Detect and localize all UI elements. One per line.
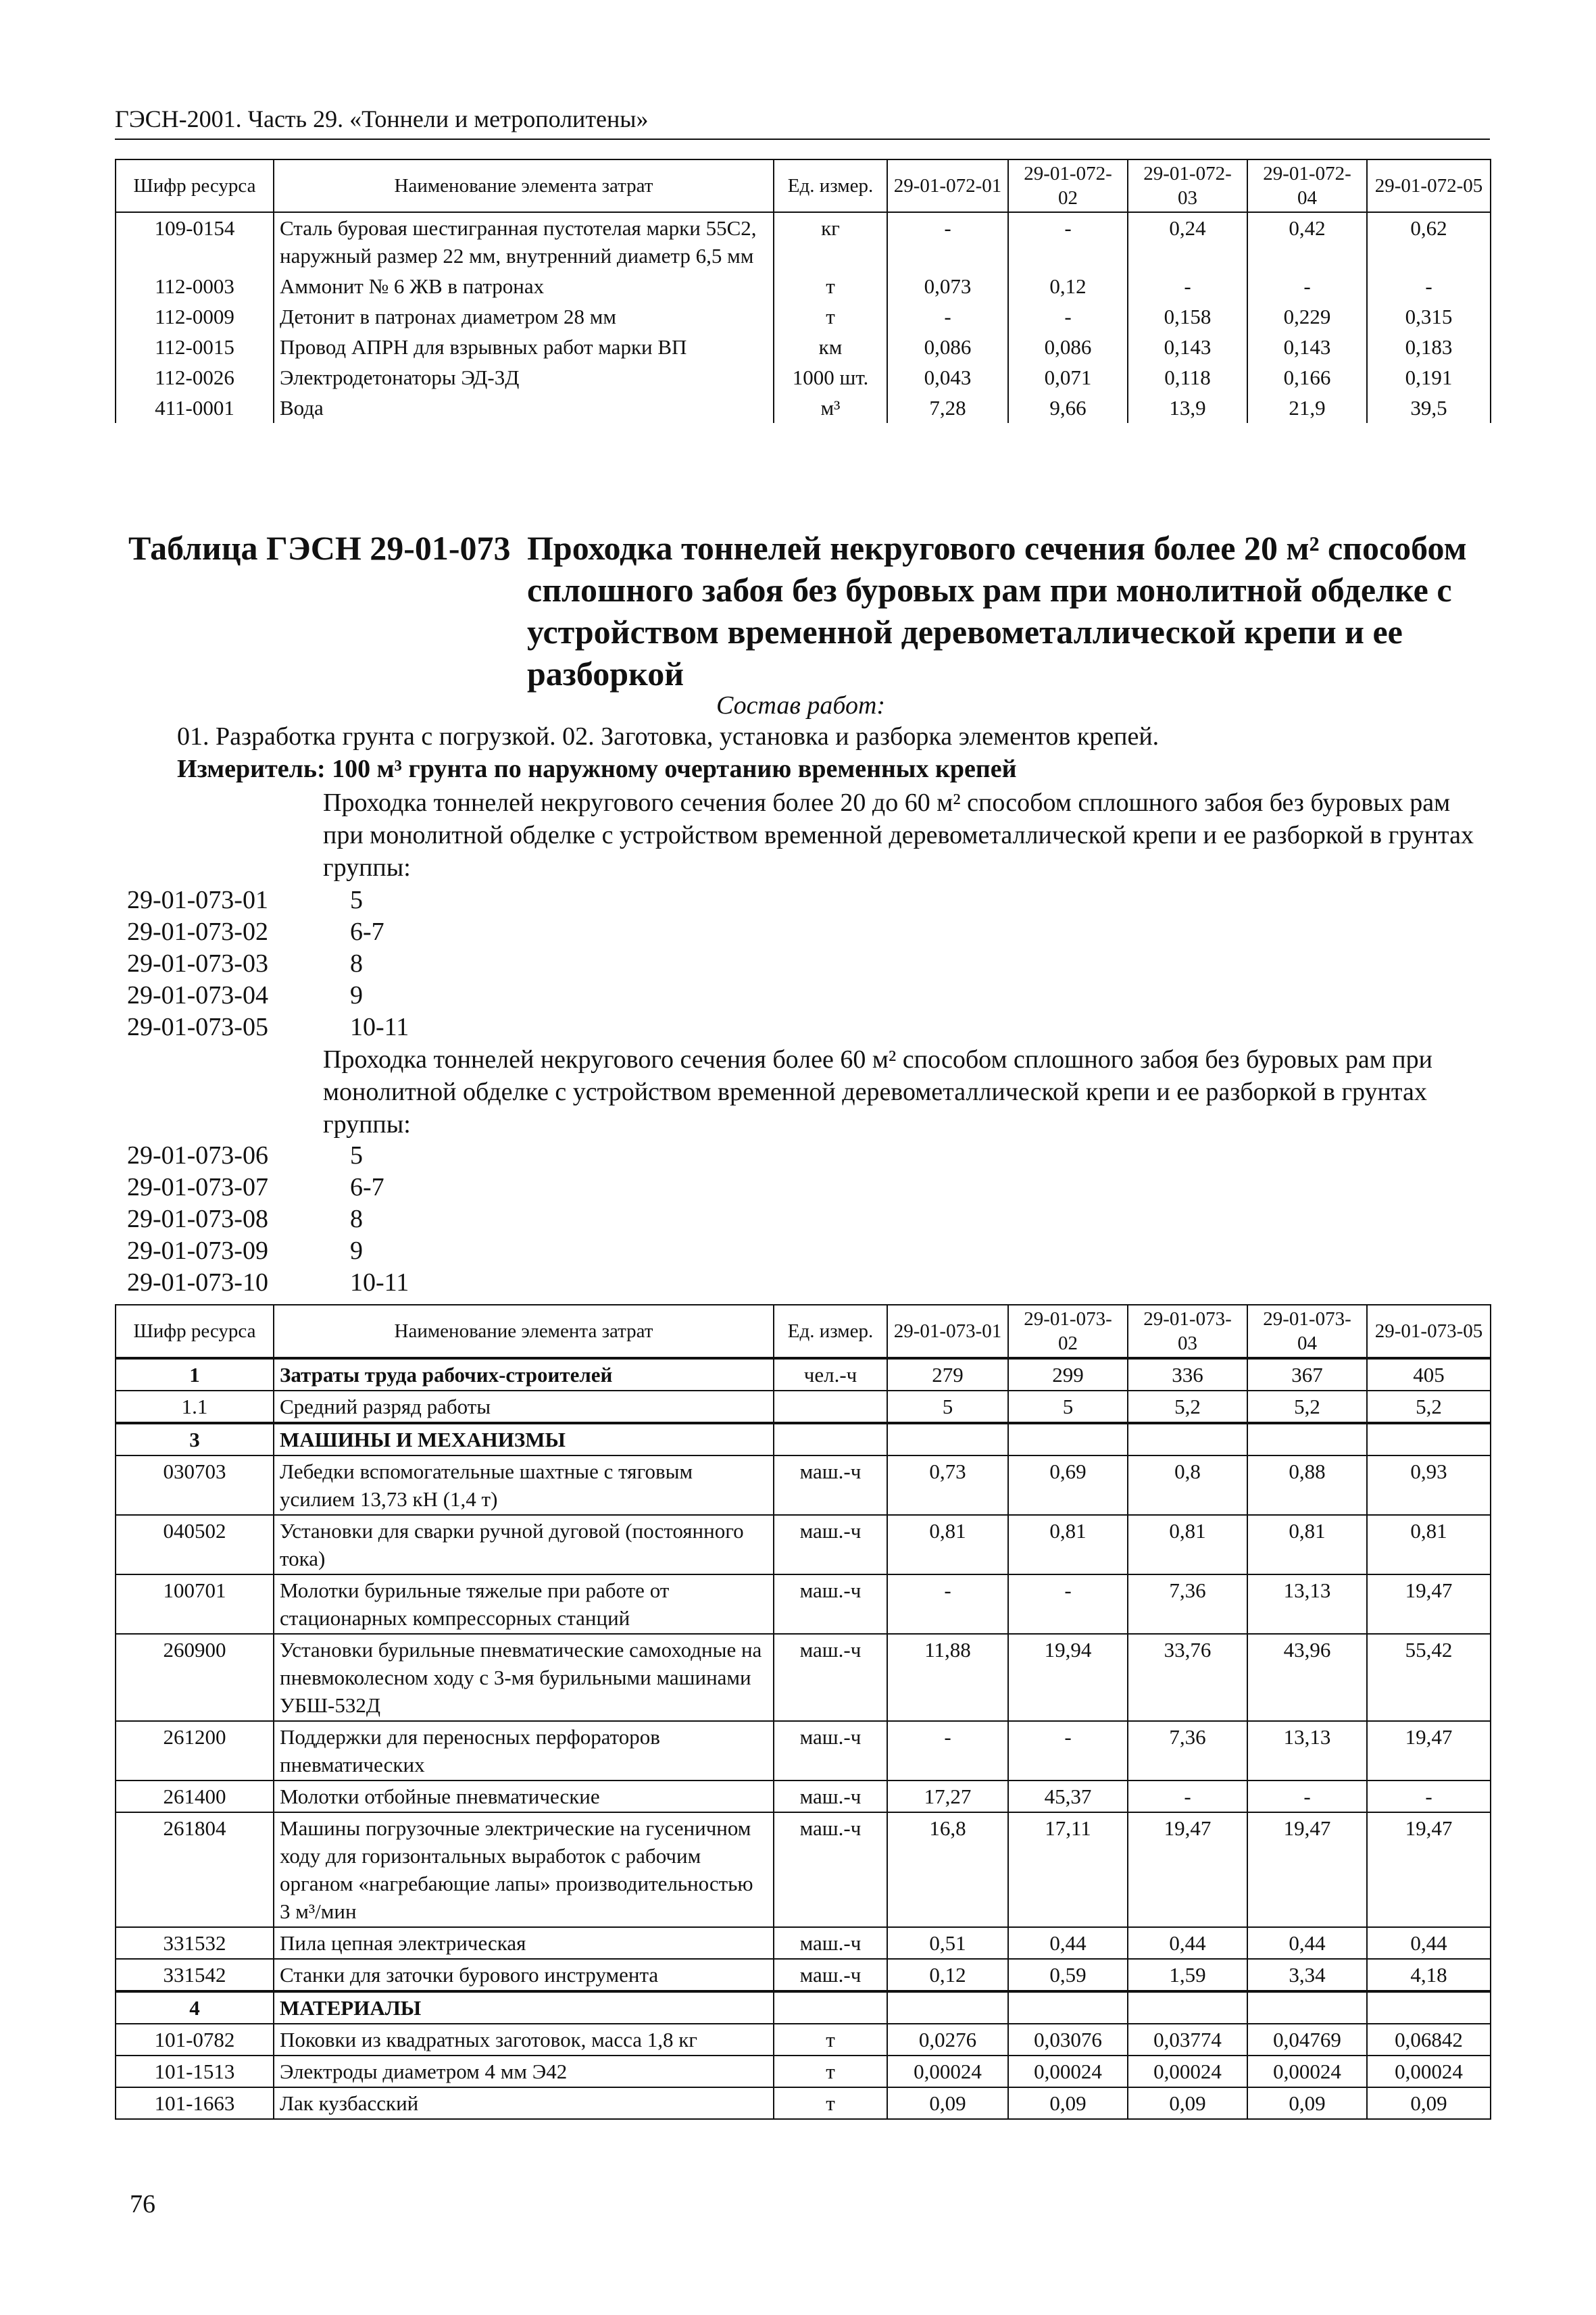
value-cell: 336 <box>1128 1358 1247 1391</box>
table-row <box>116 2024 1491 2056</box>
cost-element-name-cell: Машины погрузочные электрические на гусеничном ходу для горизонтальных выработок с рабочим органом «нагребающие лапы» производительностью 3 м³/мин <box>274 1812 774 1927</box>
table-row <box>116 1721 1491 1781</box>
value-cell: - <box>1128 271 1247 301</box>
resource-code-cell: 101-0782 <box>116 2024 274 2056</box>
table-row <box>116 1959 1491 1991</box>
cost-element-name-cell: Поковки из квадратных заготовок, масса 1,8 кг <box>274 2024 774 2056</box>
value-cell: 7,36 <box>1128 1574 1247 1634</box>
unit-cell: маш.-ч <box>774 1781 887 1812</box>
value-cell: 0,59 <box>1008 1959 1128 1991</box>
value-cell: 19,47 <box>1367 1721 1491 1781</box>
table-row <box>116 1991 1491 2024</box>
value-cell: 0,42 <box>1247 212 1367 271</box>
value-cell: 0,06842 <box>1367 2024 1491 2056</box>
table-row <box>116 362 1491 393</box>
cost-element-name-cell: Лак кузбасский <box>274 2087 774 2119</box>
value-cell: 299 <box>1008 1358 1128 1391</box>
resource-code-cell: 101-1513 <box>116 2056 274 2087</box>
value-cell: 0,0276 <box>887 2024 1008 2056</box>
table-row <box>116 2056 1491 2087</box>
value-cell: 0,12 <box>1008 271 1128 301</box>
value-cell: 0,00024 <box>1247 2056 1367 2087</box>
value-cell: 0,229 <box>1247 301 1367 332</box>
column-header: Наименование элемента затрат <box>274 1305 774 1358</box>
value-cell: 0,81 <box>887 1515 1008 1574</box>
resource-code-cell: 411-0001 <box>116 393 274 423</box>
unit-cell: маш.-ч <box>774 1634 887 1721</box>
group2-description: Проходка тоннелей некругового сечения более 60 м² способом сплошного забоя без буровых рам при монолитной обделке с устройством временной деревометаллической крепи и ее разборкой в грунтах группы: <box>323 1045 1432 1139</box>
cost-element-name-cell: Поддержки для переносных перфораторов пневматических <box>274 1721 774 1781</box>
value-cell: - <box>1008 212 1128 271</box>
resource-code-cell: 101-1663 <box>116 2087 274 2119</box>
value-cell: 0,086 <box>1008 332 1128 362</box>
resource-code-cell: 261804 <box>116 1812 274 1927</box>
norm-code: 29-01-073-07 <box>127 1173 268 1201</box>
cost-element-name-cell: Аммонит № 6 ЖВ в патронах <box>274 271 774 301</box>
cost-element-name-cell: Станки для заточки бурового инструмента <box>274 1959 774 1991</box>
unit-cell <box>774 1991 887 2024</box>
unit-cell <box>774 1391 887 1423</box>
value-cell <box>1247 1423 1367 1455</box>
page-number: 76 <box>130 2190 155 2218</box>
value-cell: 0,03076 <box>1008 2024 1128 2056</box>
soil-group: 9 <box>350 981 363 1010</box>
unit-cell: кг <box>774 212 887 271</box>
norm-code-row <box>127 980 363 1010</box>
header-row <box>116 1305 1491 1358</box>
value-cell: 0,09 <box>1367 2087 1491 2119</box>
table-row <box>116 1781 1491 1812</box>
resource-table-073 <box>115 1304 1491 2120</box>
value-cell: 0,93 <box>1367 1455 1491 1515</box>
norm-code: 29-01-073-03 <box>127 949 268 978</box>
table-row <box>116 332 1491 362</box>
column-header: 29-01-073-05 <box>1367 1305 1491 1358</box>
value-cell: 0,8 <box>1128 1455 1247 1515</box>
value-cell <box>1008 1423 1128 1455</box>
value-cell: 0,043 <box>887 362 1008 393</box>
value-cell: 39,5 <box>1367 393 1491 423</box>
table-row <box>116 212 1491 271</box>
table-header <box>116 1305 1491 1358</box>
unit-cell: т <box>774 271 887 301</box>
value-cell: 4,18 <box>1367 1959 1491 1991</box>
table-row <box>116 1515 1491 1574</box>
value-cell: 0,44 <box>1128 1927 1247 1959</box>
resource-code-cell: 109-0154 <box>116 212 274 271</box>
table-title-text: Проходка тоннелей некругового сечения более 20 м² способом сплошного забоя без буровых рам при монолитной обделке с устройством временной деревометаллической крепи и ее разборкой <box>527 529 1467 693</box>
unit-cell: 1000 шт. <box>774 362 887 393</box>
resource-code-cell: 3 <box>116 1423 274 1455</box>
norm-code: 29-01-073-01 <box>127 886 268 914</box>
unit-cell: маш.-ч <box>774 1927 887 1959</box>
resource-code-cell: 040502 <box>116 1515 274 1574</box>
soil-group: 5 <box>350 886 363 914</box>
norm-code-row <box>127 1141 363 1170</box>
value-cell: 21,9 <box>1247 393 1367 423</box>
cost-element-name-cell: Установки бурильные пневматические самоходные на пневмоколесном ходу с 3-мя бурильными машинами УБШ-532Д <box>274 1634 774 1721</box>
value-cell: 0,09 <box>887 2087 1008 2119</box>
table-row <box>116 1391 1491 1423</box>
value-cell: 0,88 <box>1247 1455 1367 1515</box>
column-header: 29-01-073-03 <box>1128 1305 1247 1358</box>
column-header: 29-01-072-01 <box>887 159 1008 212</box>
value-cell: 55,42 <box>1367 1634 1491 1721</box>
value-cell: 5,2 <box>1247 1391 1367 1423</box>
table-row <box>116 1423 1491 1455</box>
value-cell: - <box>1247 1781 1367 1812</box>
column-header: 29-01-073-02 <box>1008 1305 1128 1358</box>
unit-cell: т <box>774 301 887 332</box>
value-cell: 0,44 <box>1367 1927 1491 1959</box>
value-cell: - <box>1008 1721 1128 1781</box>
value-cell: 19,47 <box>1367 1812 1491 1927</box>
soil-group: 9 <box>350 1237 363 1265</box>
value-cell: 5 <box>1008 1391 1128 1423</box>
value-cell: 0,086 <box>887 332 1008 362</box>
value-cell: - <box>887 301 1008 332</box>
cost-element-name-cell: Вода <box>274 393 774 423</box>
value-cell: 7,36 <box>1128 1721 1247 1781</box>
value-cell: 0,118 <box>1128 362 1247 393</box>
value-cell: 0,158 <box>1128 301 1247 332</box>
column-header: Ед. измер. <box>774 1305 887 1358</box>
value-cell: 11,88 <box>887 1634 1008 1721</box>
norm-code-row <box>127 885 363 915</box>
value-cell: 43,96 <box>1247 1634 1367 1721</box>
value-cell <box>1128 1991 1247 2024</box>
unit-cell: маш.-ч <box>774 1515 887 1574</box>
column-header: Ед. измер. <box>774 159 887 212</box>
measurer: Измеритель: 100 м³ грунта по наружному очертанию временных крепей <box>177 755 1017 783</box>
column-header: 29-01-072-04 <box>1247 159 1367 212</box>
value-cell: 19,47 <box>1367 1574 1491 1634</box>
column-header: 29-01-072-02 <box>1008 159 1128 212</box>
value-cell: 16,8 <box>887 1812 1008 1927</box>
resource-code-cell: 261200 <box>116 1721 274 1781</box>
value-cell: 0,03774 <box>1128 2024 1247 2056</box>
unit-cell: маш.-ч <box>774 1574 887 1634</box>
resource-code-cell: 030703 <box>116 1455 274 1515</box>
table-title-label: Таблица ГЭСН 29-01-073 <box>128 529 511 567</box>
value-cell: 17,11 <box>1008 1812 1128 1927</box>
value-cell: 0,00024 <box>1128 2056 1247 2087</box>
table-body <box>116 212 1491 423</box>
norm-code-row <box>127 1204 363 1234</box>
unit-cell: маш.-ч <box>774 1959 887 1991</box>
value-cell: 0,143 <box>1128 332 1247 362</box>
value-cell: 405 <box>1367 1358 1491 1391</box>
value-cell: 0,81 <box>1367 1515 1491 1574</box>
value-cell: - <box>1247 271 1367 301</box>
value-cell: 0,073 <box>887 271 1008 301</box>
value-cell <box>1367 1991 1491 2024</box>
value-cell: 0,44 <box>1247 1927 1367 1959</box>
value-cell: - <box>887 1574 1008 1634</box>
work-list: 01. Разработка грунта с погрузкой. 02. Заготовка, установка и разборка элементов крепей. <box>177 722 1159 751</box>
value-cell: 5 <box>887 1391 1008 1423</box>
value-cell: 367 <box>1247 1358 1367 1391</box>
norm-code-row <box>127 1012 409 1042</box>
value-cell: 19,47 <box>1247 1812 1367 1927</box>
value-cell: 0,73 <box>887 1455 1008 1515</box>
value-cell: 19,94 <box>1008 1634 1128 1721</box>
table-row <box>116 1812 1491 1927</box>
cost-element-name-cell: Затраты труда рабочих-строителей <box>274 1358 774 1391</box>
unit-cell: т <box>774 2087 887 2119</box>
value-cell: 0,166 <box>1247 362 1367 393</box>
resource-code-cell: 1.1 <box>116 1391 274 1423</box>
resource-code-cell: 112-0015 <box>116 332 274 362</box>
table-title <box>128 527 1480 695</box>
unit-cell: т <box>774 2056 887 2087</box>
value-cell: 0,81 <box>1128 1515 1247 1574</box>
table-row <box>116 1455 1491 1515</box>
resource-code-cell: 331542 <box>116 1959 274 1991</box>
norm-code: 29-01-073-08 <box>127 1205 268 1233</box>
value-cell: 0,191 <box>1367 362 1491 393</box>
value-cell: - <box>1367 1781 1491 1812</box>
value-cell: 0,44 <box>1008 1927 1128 1959</box>
header-row <box>116 159 1491 212</box>
value-cell: - <box>887 1721 1008 1781</box>
value-cell <box>1008 1991 1128 2024</box>
norm-code-row <box>127 949 363 978</box>
value-cell: - <box>1367 271 1491 301</box>
norm-code-row <box>127 1172 384 1202</box>
cost-element-name-cell: Лебедки вспомогательные шахтные с тяговым усилием 13,73 кН (1,4 т) <box>274 1455 774 1515</box>
column-header: Шифр ресурса <box>116 1305 274 1358</box>
value-cell: - <box>1128 1781 1247 1812</box>
cost-element-name-cell: Молотки отбойные пневматические <box>274 1781 774 1812</box>
value-cell: 0,09 <box>1247 2087 1367 2119</box>
column-header: 29-01-073-04 <box>1247 1305 1367 1358</box>
norm-code-row <box>127 1268 409 1297</box>
value-cell: - <box>1008 301 1128 332</box>
table-row <box>116 393 1491 423</box>
table-row <box>116 2087 1491 2119</box>
value-cell: - <box>1008 1574 1128 1634</box>
unit-cell <box>774 1423 887 1455</box>
cost-element-name-cell: Пила цепная электрическая <box>274 1927 774 1959</box>
cost-element-name-cell: МАТЕРИАЛЫ <box>274 1991 774 2024</box>
value-cell: 13,13 <box>1247 1574 1367 1634</box>
value-cell: 13,13 <box>1247 1721 1367 1781</box>
cost-element-name-cell: Молотки бурильные тяжелые при работе от стационарных компрессорных станций <box>274 1574 774 1634</box>
unit-cell: чел.-ч <box>774 1358 887 1391</box>
value-cell: - <box>887 212 1008 271</box>
soil-group: 8 <box>350 949 363 978</box>
value-cell: 0,315 <box>1367 301 1491 332</box>
table-row <box>116 1634 1491 1721</box>
unit-cell: т <box>774 2024 887 2056</box>
value-cell: 7,28 <box>887 393 1008 423</box>
value-cell: 0,183 <box>1367 332 1491 362</box>
unit-cell: маш.-ч <box>774 1721 887 1781</box>
value-cell: 1,59 <box>1128 1959 1247 1991</box>
resource-code-cell: 260900 <box>116 1634 274 1721</box>
value-cell: 5,2 <box>1367 1391 1491 1423</box>
column-header: 29-01-072-03 <box>1128 159 1247 212</box>
resource-code-cell: 112-0026 <box>116 362 274 393</box>
cost-element-name-cell: Электроды диаметром 4 мм Э42 <box>274 2056 774 2087</box>
value-cell: 0,81 <box>1008 1515 1128 1574</box>
soil-group: 10-11 <box>350 1013 409 1041</box>
value-cell: 45,37 <box>1008 1781 1128 1812</box>
soil-group: 8 <box>350 1205 363 1233</box>
value-cell <box>1367 1423 1491 1455</box>
table-body <box>116 1358 1491 2119</box>
value-cell: 33,76 <box>1128 1634 1247 1721</box>
soil-group: 5 <box>350 1141 363 1170</box>
table-row <box>116 271 1491 301</box>
unit-cell: маш.-ч <box>774 1455 887 1515</box>
value-cell: 0,12 <box>887 1959 1008 1991</box>
norm-code: 29-01-073-06 <box>127 1141 268 1170</box>
value-cell: 0,51 <box>887 1927 1008 1959</box>
value-cell: 0,00024 <box>1008 2056 1128 2087</box>
cost-element-name-cell: Установки для сварки ручной дуговой (постоянного тока) <box>274 1515 774 1574</box>
soil-group: 6-7 <box>350 1173 384 1201</box>
norm-code-row <box>127 917 384 947</box>
unit-cell: м³ <box>774 393 887 423</box>
value-cell: 9,66 <box>1008 393 1128 423</box>
column-header: 29-01-073-01 <box>887 1305 1008 1358</box>
value-cell <box>887 1423 1008 1455</box>
unit-cell: маш.-ч <box>774 1812 887 1927</box>
norm-code: 29-01-073-04 <box>127 981 268 1010</box>
value-cell: 279 <box>887 1358 1008 1391</box>
table-row <box>116 1358 1491 1391</box>
header-rule <box>115 139 1490 140</box>
cost-element-name-cell: МАШИНЫ И МЕХАНИЗМЫ <box>274 1423 774 1455</box>
resource-code-cell: 261400 <box>116 1781 274 1812</box>
running-header: ГЭСН-2001. Часть 29. «Тоннели и метрополитены» <box>115 105 649 132</box>
group1-description: Проходка тоннелей некругового сечения более 20 до 60 м² способом сплошного забоя без буровых рам при монолитной обделке с устройством временной деревометаллической крепи и ее разборкой в грунтах группы: <box>323 789 1474 882</box>
value-cell: 0,24 <box>1128 212 1247 271</box>
value-cell: 0,00024 <box>887 2056 1008 2087</box>
cost-element-name-cell: Сталь буровая шестигранная пустотелая марки 55С2, наружный размер 22 мм, внутренний диаметр 6,5 мм <box>274 212 774 271</box>
cost-element-name-cell: Электродетонаторы ЭД-3Д <box>274 362 774 393</box>
value-cell: 0,04769 <box>1247 2024 1367 2056</box>
table-row <box>116 1927 1491 1959</box>
resource-code-cell: 1 <box>116 1358 274 1391</box>
cost-element-name-cell: Провод АПРН для взрывных работ марки ВП <box>274 332 774 362</box>
norm-code: 29-01-073-05 <box>127 1013 268 1041</box>
norm-code: 29-01-073-09 <box>127 1237 268 1265</box>
resource-code-cell: 112-0009 <box>116 301 274 332</box>
column-header: Шифр ресурса <box>116 159 274 212</box>
cost-element-name-cell: Средний разряд работы <box>274 1391 774 1423</box>
resource-table-072 <box>115 159 1491 423</box>
value-cell: 0,69 <box>1008 1455 1128 1515</box>
value-cell: 0,071 <box>1008 362 1128 393</box>
table-header <box>116 159 1491 212</box>
table-row <box>116 301 1491 332</box>
resource-code-cell: 331532 <box>116 1927 274 1959</box>
value-cell: 19,47 <box>1128 1812 1247 1927</box>
value-cell: 0,09 <box>1128 2087 1247 2119</box>
value-cell: 5,2 <box>1128 1391 1247 1423</box>
soil-group: 6-7 <box>350 918 384 946</box>
value-cell: 3,34 <box>1247 1959 1367 1991</box>
value-cell: 17,27 <box>887 1781 1008 1812</box>
norm-code-row <box>127 1236 363 1266</box>
value-cell: 0,09 <box>1008 2087 1128 2119</box>
composition-heading: Состав работ: <box>716 691 886 720</box>
column-header: Наименование элемента затрат <box>274 159 774 212</box>
unit-cell: км <box>774 332 887 362</box>
value-cell <box>887 1991 1008 2024</box>
value-cell: 0,62 <box>1367 212 1491 271</box>
value-cell <box>1247 1991 1367 2024</box>
table-row <box>116 1574 1491 1634</box>
resource-code-cell: 112-0003 <box>116 271 274 301</box>
soil-group: 10-11 <box>350 1268 409 1297</box>
norm-code: 29-01-073-02 <box>127 918 268 946</box>
value-cell: 0,00024 <box>1367 2056 1491 2087</box>
cost-element-name-cell: Детонит в патронах диаметром 28 мм <box>274 301 774 332</box>
resource-code-cell: 4 <box>116 1991 274 2024</box>
norm-code: 29-01-073-10 <box>127 1268 268 1297</box>
resource-code-cell: 100701 <box>116 1574 274 1634</box>
value-cell: 0,143 <box>1247 332 1367 362</box>
value-cell <box>1128 1423 1247 1455</box>
value-cell: 13,9 <box>1128 393 1247 423</box>
column-header: 29-01-072-05 <box>1367 159 1491 212</box>
value-cell: 0,81 <box>1247 1515 1367 1574</box>
